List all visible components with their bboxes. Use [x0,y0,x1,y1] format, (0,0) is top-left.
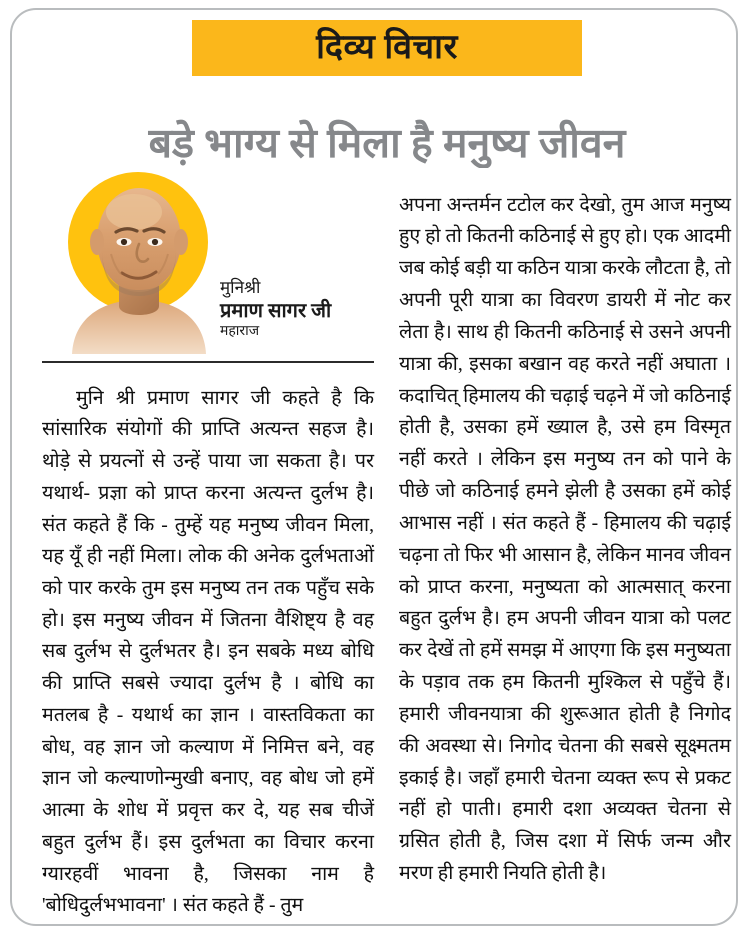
article-body-right: अपना अन्तर्मन टटोल कर देखो, तुम आज मनुष्य हुए हो तो कितनी कठिनाई से हुए हो। एक आदमी जब कोई बड़ी या कठिन यात्रा करके लौटता है, तो अपनी पूरी यात्रा का विवरण डायरी में नोट कर लेता है। साथ ही कितनी कठिनाई से उसने अपनी यात्रा की, इसका बखान वह करते नहीं अघाता । कदाचित् हिमालय की चढ़ाई चढ़ने में जो कठिनाई होती है, उसका हमें ख्याल है, उसे हम विस्मृत नहीं करते । लेकिन इस मनुष्य तन को पाने के पीछे जो कठिनाई हमने झेली है उसका हमें कोई आभास नहीं । संत कहते हैं - हिमालय की चढ़ाई चढ़ना तो फिर भी आसान है, लेकिन मानव जीवन को प्राप्त करना, मनुष्यता को आत्मसात् करना बहुत दुर्लभ है। हम अपनी जीवन यात्रा को पलट कर देखें तो हमें समझ में आएगा कि इस मनुष्यता के पड़ाव तक हम कितनी मुश्किल से पहुँचे हैं। हमारी जीवनयात्रा की शुरूआत होती है निगोद की अवस्था से। निगोद चेतना की सबसे सूक्ष्मतम इकाई है। जहाँ हमारी चेतना व्यक्त रूप से प्रकट नहीं हो पाती। हमारी दशा अव्यक्त चेतना से ग्रसित होती है, जिस दशा में सिर्फ जन्म और मरण ही हमारी नियति होती है। [399,194,731,884]
author-honorific: मुनिश्री [220,278,261,297]
author-name: प्रमाण सागर जी [220,299,332,322]
masthead-title: दिव्य विचार [316,29,458,66]
article-body-left: मुनि श्री प्रमाण सागर जी कहते है कि सांसारिक संयोगों की प्राप्ति अत्यन्त सहज है। थोड़े से प्रयत्नों से उन्हें पाया जा सकता है। पर यथार्थ- प्रज्ञा को प्राप्त करना अत्यन्त दुर्लभ है। संत कहते हैं कि - तुम्हें यह मनुष्य जीवन मिला, यह यूँ ही नहीं मिला। लोक की अनेक दुर्लभताओं को पार करके तुम इस मनुष्य तन तक पहुँच सके हो। इस मनुष्य जीवन में जितना वैशिष्ट्य है वह सब दुर्लभ से दुर्लभतर है। इन सबके मध्य बोधि की प्राप्ति सबसे ज्यादा दुर्लभ है । बोधि का मतलब है - यथार्थ का ज्ञान । वास्तविकता का बोध, वह ज्ञान जो कल्याण में निमित्त बने, वह ज्ञान जो कल्याणोन्मुखी बनाए, वह बोध जो हमें आत्मा के शोध में प्रवृत्त कर दे, यह सब चीजें बहुत दुर्लभ हैं। इस दुर्लभता का विचार करना ग्यारहवीं भावना है, जिसका नाम है 'बोधिदुर्लभभावना' । संत कहते हैं - तुम [42,387,374,917]
byline-divider [42,361,374,363]
byline [220,278,372,340]
author-portrait-photo [64,178,214,354]
page-title: बड़े भाग्य से मिला है मनुष्य जीवन [148,120,626,167]
right-column [399,170,731,920]
article-columns [42,170,732,920]
masthead-banner [192,20,582,76]
left-column [42,170,374,920]
page-frame [10,8,738,926]
author-block [42,170,374,355]
author-suffix: महाराज [220,324,260,340]
